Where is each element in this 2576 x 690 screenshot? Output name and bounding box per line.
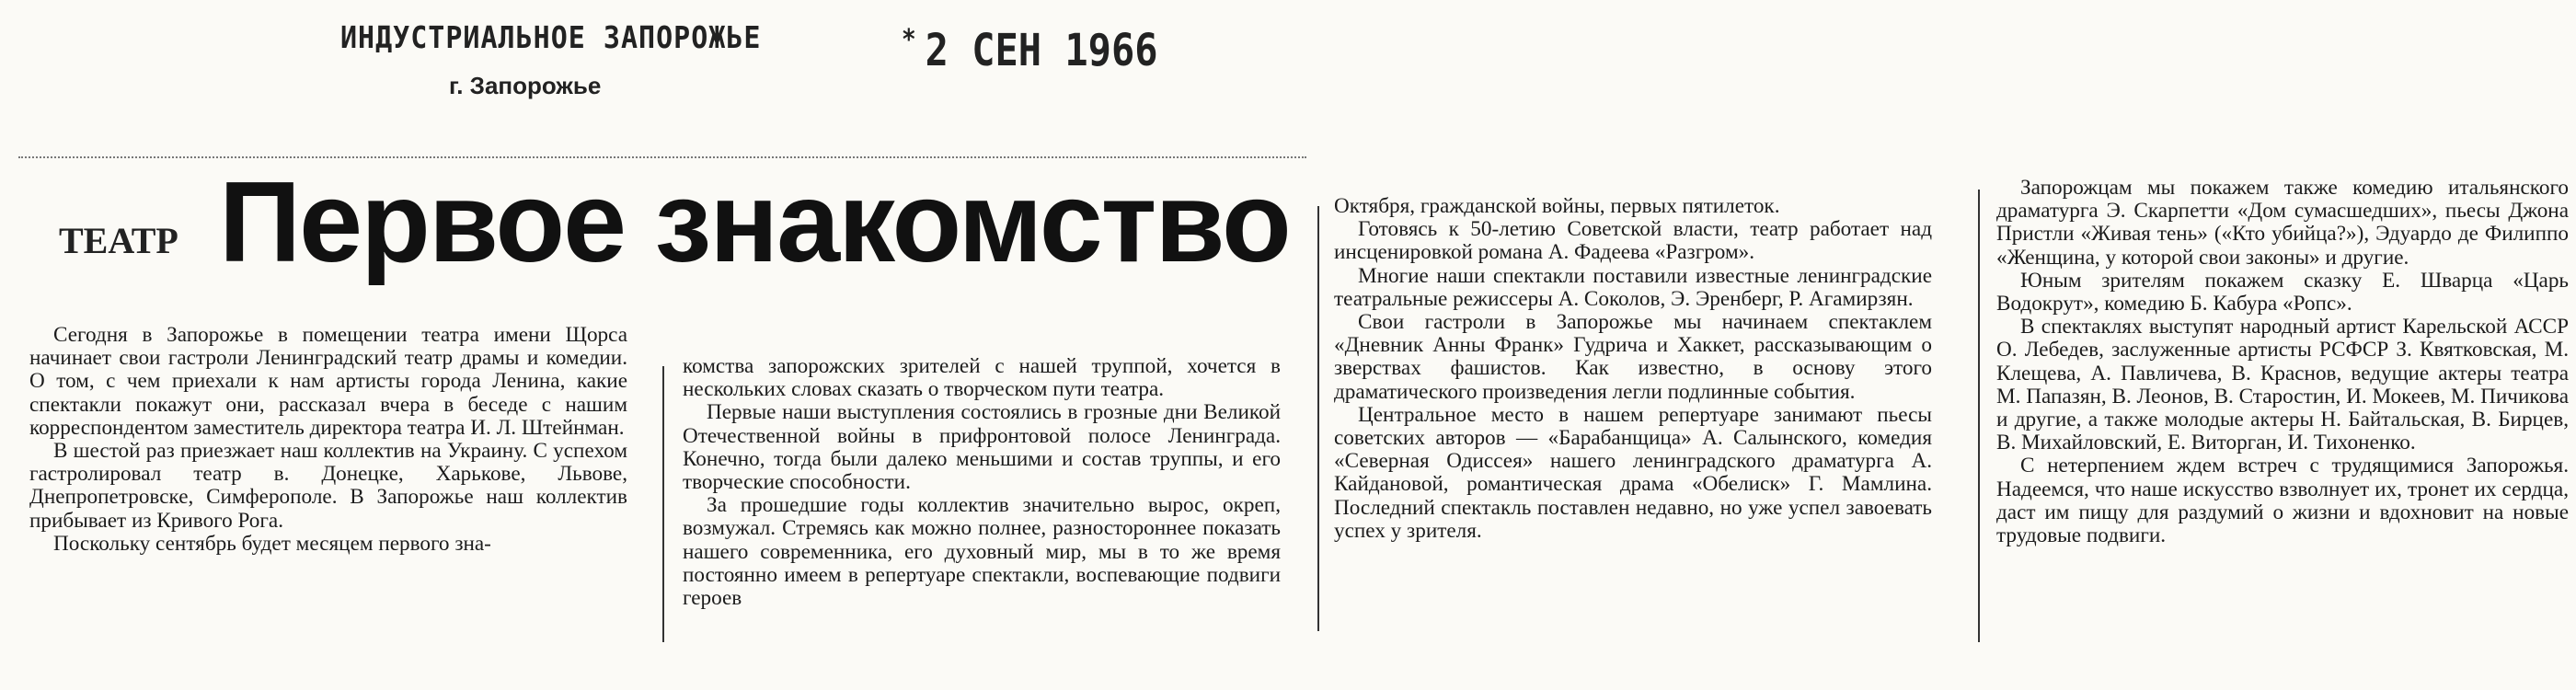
paragraph: Сегодня в Запорожье в помещении театра имени Щорса начинает свои гастроли Ленинградский театр драмы и комедии. О том, с чем приехали к нам артисты города Ленина, какие спектакли покажут они, рассказал вчера в беседе с нашим корреспондентом заместитель директора театра И. Л. Штейнман. (29, 323, 627, 440)
paragraph: С нетерпением ждем встреч с трудящимися Запорожья. Надеемся, что наше искусство взволнует их, тронет их сердца, даст им пищу для раздумий о жизни и вдохновит на новые трудовые подвиги. (1996, 454, 2569, 548)
paragraph: В шестой раз приезжает наш коллектив на Украину. С успехом гастролировал театр в. Донецке, Харькове, Львове, Днепропетровске, Симферополе. В Запорожье наш коллектив прибывает из Кривого Рога. (29, 439, 627, 533)
paragraph: В спектаклях выступят народный артист Карельской АССР О. Лебедев, заслуженные артисты РСФСР З. Квятковская, М. Клещева, А. Павличева, В. Краснов, ведущие актеры театра М. Папазян, В. Леонов, В. Старостин, И. Мокеев, М. Пичикова и другие, а также молодые актеры Н. Байтальская, В. Бирцев, В. Михайловский, Е. Виторган, И. Тихоненко. (1996, 315, 2569, 455)
rubric-label: ТЕАТР (59, 220, 178, 261)
newspaper-name-stamp: ИНДУСТРИАЛЬНОЕ ЗАПОРОЖЬЕ (340, 20, 762, 56)
city-stamp: г. Запорожье (449, 72, 602, 99)
column-divider (1317, 206, 1319, 631)
date-stamp-text: 2 СЕН 1966 (925, 24, 1158, 76)
paragraph: Готовясь к 50-летию Советской власти, театр работает над инсценировкой романа А. Фадеева «Разгром». (1334, 217, 1932, 265)
column-divider (662, 366, 664, 642)
article-column-4 (1996, 177, 2569, 547)
paragraph: Октября, гражданской войны, первых пятилеток. (1334, 194, 1780, 218)
paragraph: Поскольку сентябрь будет месяцем первого зна- (53, 531, 491, 556)
column-divider (1978, 190, 1980, 642)
paragraph: Юным зрителям покажем сказку Е. Шварца «Царь Водокрут», комедию Б. Кабура «Ропс». (1996, 268, 2569, 316)
article-title: Первое знакомство (219, 159, 1290, 286)
stamp-mark: * (902, 24, 916, 56)
article-column-2 (683, 355, 1281, 610)
paragraph: Центральное место в нашем репертуаре занимают пьесы советских авторов — «Барабанщица» А. Салынского, комедия «Северная Одиссея» нашего ленинградского драматурга А. Кайдановой, романтическая драма «Обелиск» Г. Мамлина. Последний спектакль поставлен недавно, но уже успел завоевать успех у зрителя. (1334, 402, 1932, 543)
article-column-3 (1334, 195, 1932, 543)
paragraph: комства запорожских зрителей с нашей труппой, хочется в нескольких словах сказать о творческом пути театра. (683, 354, 1281, 402)
paragraph: За прошедшие годы коллектив значительно вырос, окреп, возмужал. Стремясь как можно полнее, разностороннее показать нашего современника, его духовный мир, мы в то же время постоянно имеем в репертуаре спектакли, воспевающие подвиги героев (683, 493, 1281, 611)
paragraph: Запорожцам мы покажем также комедию итальянского драматурга Э. Скарпетти «Дом сумасшедших», пьесы Джона Пристли «Живая тень» («Кто убийца?»), Эдуардо де Филиппо «Женщина, у которой свои законы» и другие. (1996, 176, 2569, 270)
paragraph: Свои гастроли в Запорожье мы начинаем спектаклем «Дневник Анны Франк» Гудрича и Хаккет, рассказывающим о зверствах фашистов. Как известно, в основу этого драматического произведения легли подлинные события. (1334, 310, 1932, 404)
header-divider (18, 156, 1306, 158)
paragraph: Первые наши выступления состоялись в грозные дни Великой Отечественной войны в прифронтовой полосе Ленинграда. Конечно, тогда были далеко меньшими и состав труппы, и его творческие способности. (683, 400, 1281, 495)
date-stamp (902, 24, 1158, 75)
article-column-1 (29, 324, 627, 556)
paragraph: Многие наши спектакли поставили известные ленинградские театральные режиссеры А. Соколов, Э. Эренберг, Р. Агамирзян. (1334, 263, 1932, 311)
